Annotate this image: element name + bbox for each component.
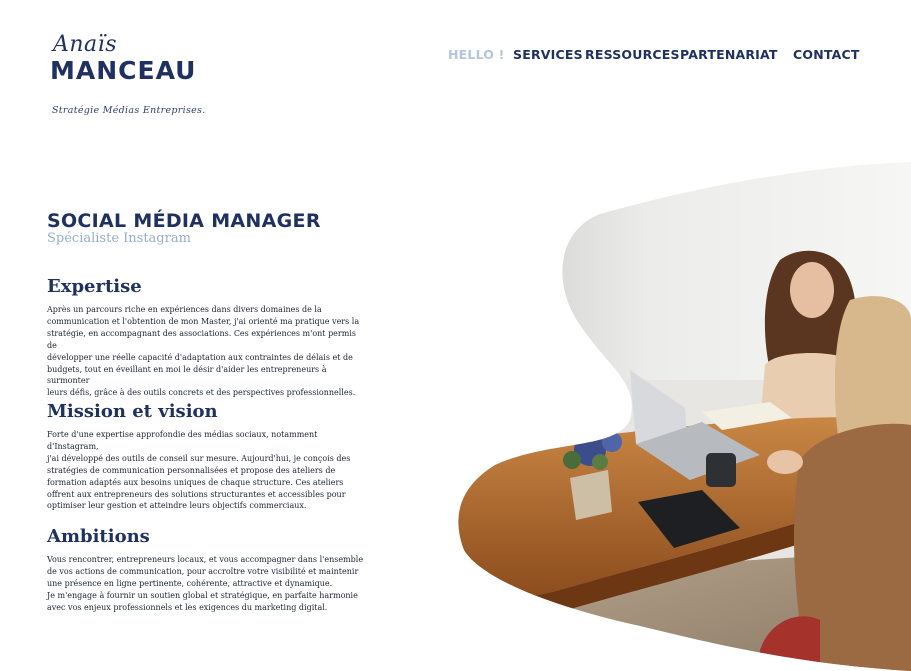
logo-last-name: MANCEAU — [50, 56, 197, 85]
nav-item-partenariat[interactable]: PARTENARIAT — [680, 47, 778, 62]
section-body: Vous rencontrer, entrepreneurs locaux, et vous accompagner dans l'ensemble de vos actions de communication, pour accroître votre visibilité et maintenir une présence en ligne pertinente, cohérente, attractive et dynamique. Je m'engage à fournir un soutien global et stratégique, en parfaite harmonie avec vos enjeux professionnels et les exigences du marketing digital. — [47, 555, 364, 612]
section-heading: Expertise — [47, 276, 142, 297]
nav-item-ressources[interactable]: RESSOURCES — [585, 47, 680, 62]
hero-photo — [440, 150, 911, 671]
page-subtitle: Spécialiste Instagram — [47, 231, 191, 246]
nav-item-hello[interactable]: HELLO ! — [448, 47, 505, 62]
section-expertise — [47, 276, 365, 399]
nav-item-contact[interactable]: CONTACT — [793, 47, 860, 62]
nav-item-services[interactable]: SERVICES — [513, 47, 583, 62]
section-body: Après un parcours riche en expériences dans divers domaines de la communication et l'obtention de mon Master, j'ai orienté ma pratique vers la stratégie, en accompagnant des associations. Ces expériences m'ont permis de développer une réelle capacité d'adaptation aux contraintes de délais et de budgets, tout en éveillant en moi le désir d'aider les entrepreneurs à surmonter leurs défis, grâce à des outils concrets et des perspectives professionnelles. — [47, 305, 360, 398]
brand-tagline: Stratégie Médias Entreprises. — [52, 105, 206, 116]
section-body: Forte d'une expertise approfondie des médias sociaux, notamment d'Instagram, j'ai développé des outils de conseil sur mesure. Aujourd'hui, je conçois des stratégies de communication personnalisées et propose des ateliers de formation adaptés aux besoins uniques de chaque structure. Ces ateliers offrent aux entrepreneurs des solutions structurantes et accessibles pour optimiser leur gestion et atteindre leurs objectifs commerciaux. — [47, 430, 351, 511]
logo-first-name: Anaïs — [53, 32, 117, 57]
main-nav — [0, 47, 911, 65]
section-ambitions — [47, 526, 365, 614]
section-heading: Mission et vision — [47, 401, 218, 422]
page-title: SOCIAL MÉDIA MANAGER — [47, 209, 321, 232]
section-mission — [47, 401, 365, 512]
section-heading: Ambitions — [47, 526, 150, 547]
